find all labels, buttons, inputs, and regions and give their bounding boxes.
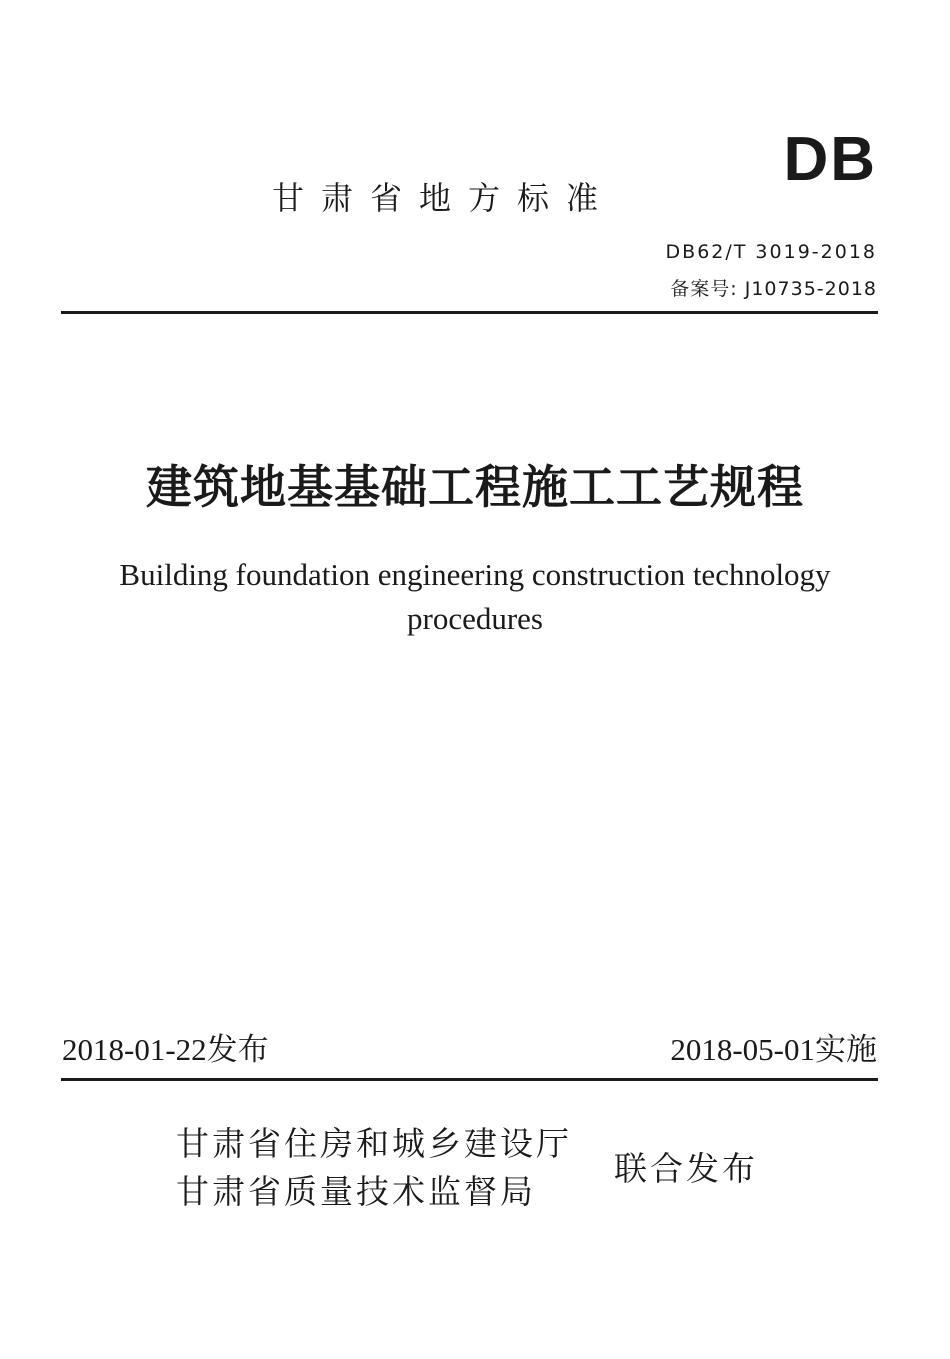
effective-date: 2018-05-01实施 xyxy=(670,1032,877,1067)
standard-type-heading: 甘肃省地方标准 xyxy=(272,179,616,217)
document-title-chinese: 建筑地基基础工程施工工艺规程 xyxy=(146,460,804,514)
issue-date: 2018-01-22发布 xyxy=(62,1032,269,1067)
joint-release-label: 联合发布 xyxy=(614,1149,758,1188)
issuer-housing-department: 甘肃省住房和城乡建设厅 xyxy=(176,1124,572,1163)
issuer-quality-bureau: 甘肃省质量技术监督局 xyxy=(176,1172,536,1211)
document-title-english: Building foundation engineering construction technology procedures xyxy=(119,557,831,636)
issuing-authorities xyxy=(176,1120,572,1216)
bottom-divider xyxy=(61,1078,878,1081)
db-logo: DB xyxy=(783,125,877,194)
record-number: 备案号: J10735-2018 xyxy=(670,278,877,300)
top-divider xyxy=(61,311,878,314)
standard-number: DB62/T 3019-2018 xyxy=(665,241,877,263)
